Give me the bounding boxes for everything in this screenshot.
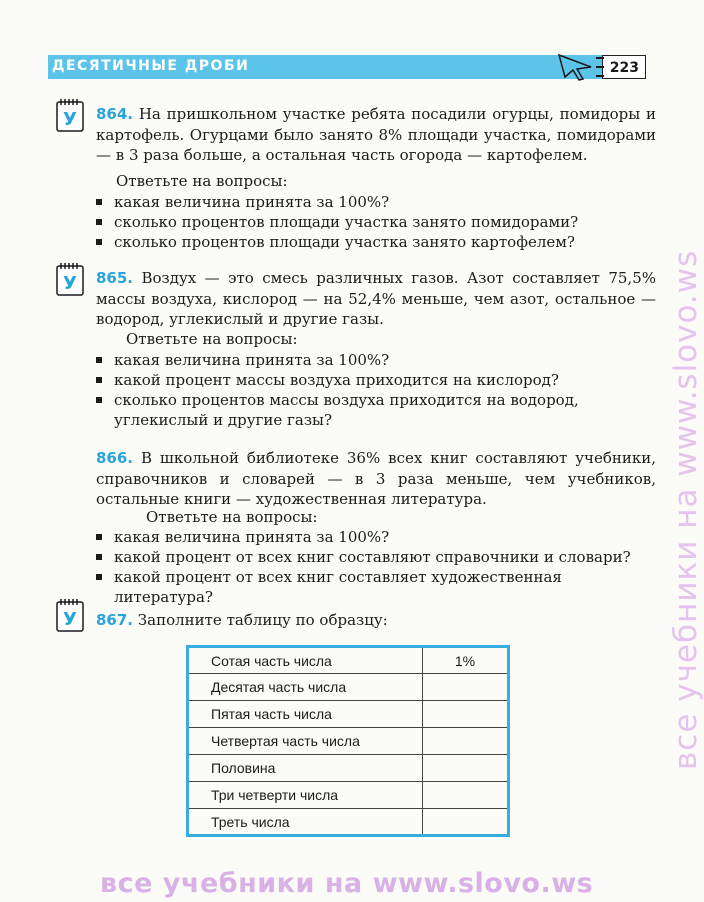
table-row xyxy=(188,728,509,755)
answer-prompt: Ответьте на вопросы: xyxy=(126,330,298,348)
problem-body: Воздух — это смесь различных газов. Азот составляет 75,5% массы воздуха, кислород — на 52,4% меньше, чем азот, остальное — водород, углекислый и другие газы. xyxy=(96,269,656,328)
notepad-letter: У xyxy=(63,273,77,294)
notepad-icon xyxy=(56,262,84,296)
problem-866 xyxy=(96,448,656,510)
table-row xyxy=(188,674,509,701)
table-row xyxy=(188,782,509,809)
table-cell-label: Сотая часть числа xyxy=(188,647,423,674)
table-cell-value xyxy=(423,728,509,755)
table-cell-value xyxy=(423,809,509,836)
problem-number: 864. xyxy=(96,105,134,123)
question-item: какой процент от всех книг составляют справочники и словари? xyxy=(96,547,656,567)
problem-867 xyxy=(96,610,656,631)
table-cell-value xyxy=(423,674,509,701)
watermark-side: все учебники на www.slovo.ws xyxy=(668,249,704,770)
answer-prompt: Ответьте на вопросы: xyxy=(116,172,288,190)
question-item: сколько процентов площади участка занято картофелем? xyxy=(96,232,656,252)
notepad-letter: У xyxy=(63,109,77,130)
question-item: какая величина принята за 100%? xyxy=(96,527,656,547)
question-item: какой процент от всех книг составляет художественная литература? xyxy=(96,567,656,607)
problem-number: 867. xyxy=(96,611,134,629)
table-row xyxy=(188,701,509,728)
page-number: 223 xyxy=(602,55,646,79)
problem-864 xyxy=(96,104,656,166)
problem-text xyxy=(96,448,656,510)
notepad-icon xyxy=(56,98,84,132)
fraction-table xyxy=(186,645,510,837)
problem-number: 866. xyxy=(96,449,134,467)
table-cell-label: Десятая часть числа xyxy=(188,674,423,701)
table-cell-label: Три четверти числа xyxy=(188,782,423,809)
question-item: сколько процентов массы воздуха приходится на водород, углекислый и другие газы? xyxy=(96,390,656,430)
table-cell-label: Четвертая часть числа xyxy=(188,728,423,755)
question-item: какая величина принята за 100%? xyxy=(96,350,656,370)
table-cell-label: Половина xyxy=(188,755,423,782)
problem-number: 865. xyxy=(96,269,134,287)
table-cell-value xyxy=(423,701,509,728)
table-cell-value xyxy=(423,782,509,809)
table-cell-label: Пятая часть числа xyxy=(188,701,423,728)
problem-865 xyxy=(96,268,656,330)
binder-icon xyxy=(594,55,606,81)
table-cell-value xyxy=(423,755,509,782)
problem-body: Заполните таблицу по образцу: xyxy=(137,611,388,629)
watermark-bottom: все учебники на www.slovo.ws xyxy=(100,868,594,899)
problem-text xyxy=(96,268,656,330)
problem-body: В школьной библиотеке 36% всех книг составляют учебники, справочников и словарей — в 3 раза меньше, чем учебников, остальные книги — художественная литература. xyxy=(96,449,656,508)
problem-body: На пришкольном участке ребята посадили огурцы, помидоры и картофель. Огурцами было занято 8% площади участка, помидорами — в 3 раза больше, а остальная часть огорода — картофелем. xyxy=(96,105,656,164)
question-item: какой процент массы воздуха приходится на кислород? xyxy=(96,370,656,390)
question-item: сколько процентов площади участка занято помидорами? xyxy=(96,212,656,232)
notepad-letter: У xyxy=(63,609,77,630)
table-cell-value: 1% xyxy=(423,647,509,674)
notepad-icon xyxy=(56,598,84,632)
answer-prompt: Ответьте на вопросы: xyxy=(146,508,318,526)
table-row xyxy=(188,809,509,836)
question-list xyxy=(96,192,656,252)
table-row xyxy=(188,647,509,674)
cursor-arrow-icon xyxy=(553,51,597,81)
problem-text xyxy=(96,104,656,166)
table-cell-label: Треть числа xyxy=(188,809,423,836)
table-row xyxy=(188,755,509,782)
question-list xyxy=(96,527,656,607)
chapter-title: ДЕСЯТИЧНЫЕ ДРОБИ xyxy=(52,58,250,74)
question-item: какая величина принята за 100%? xyxy=(96,192,656,212)
question-list xyxy=(96,350,656,430)
